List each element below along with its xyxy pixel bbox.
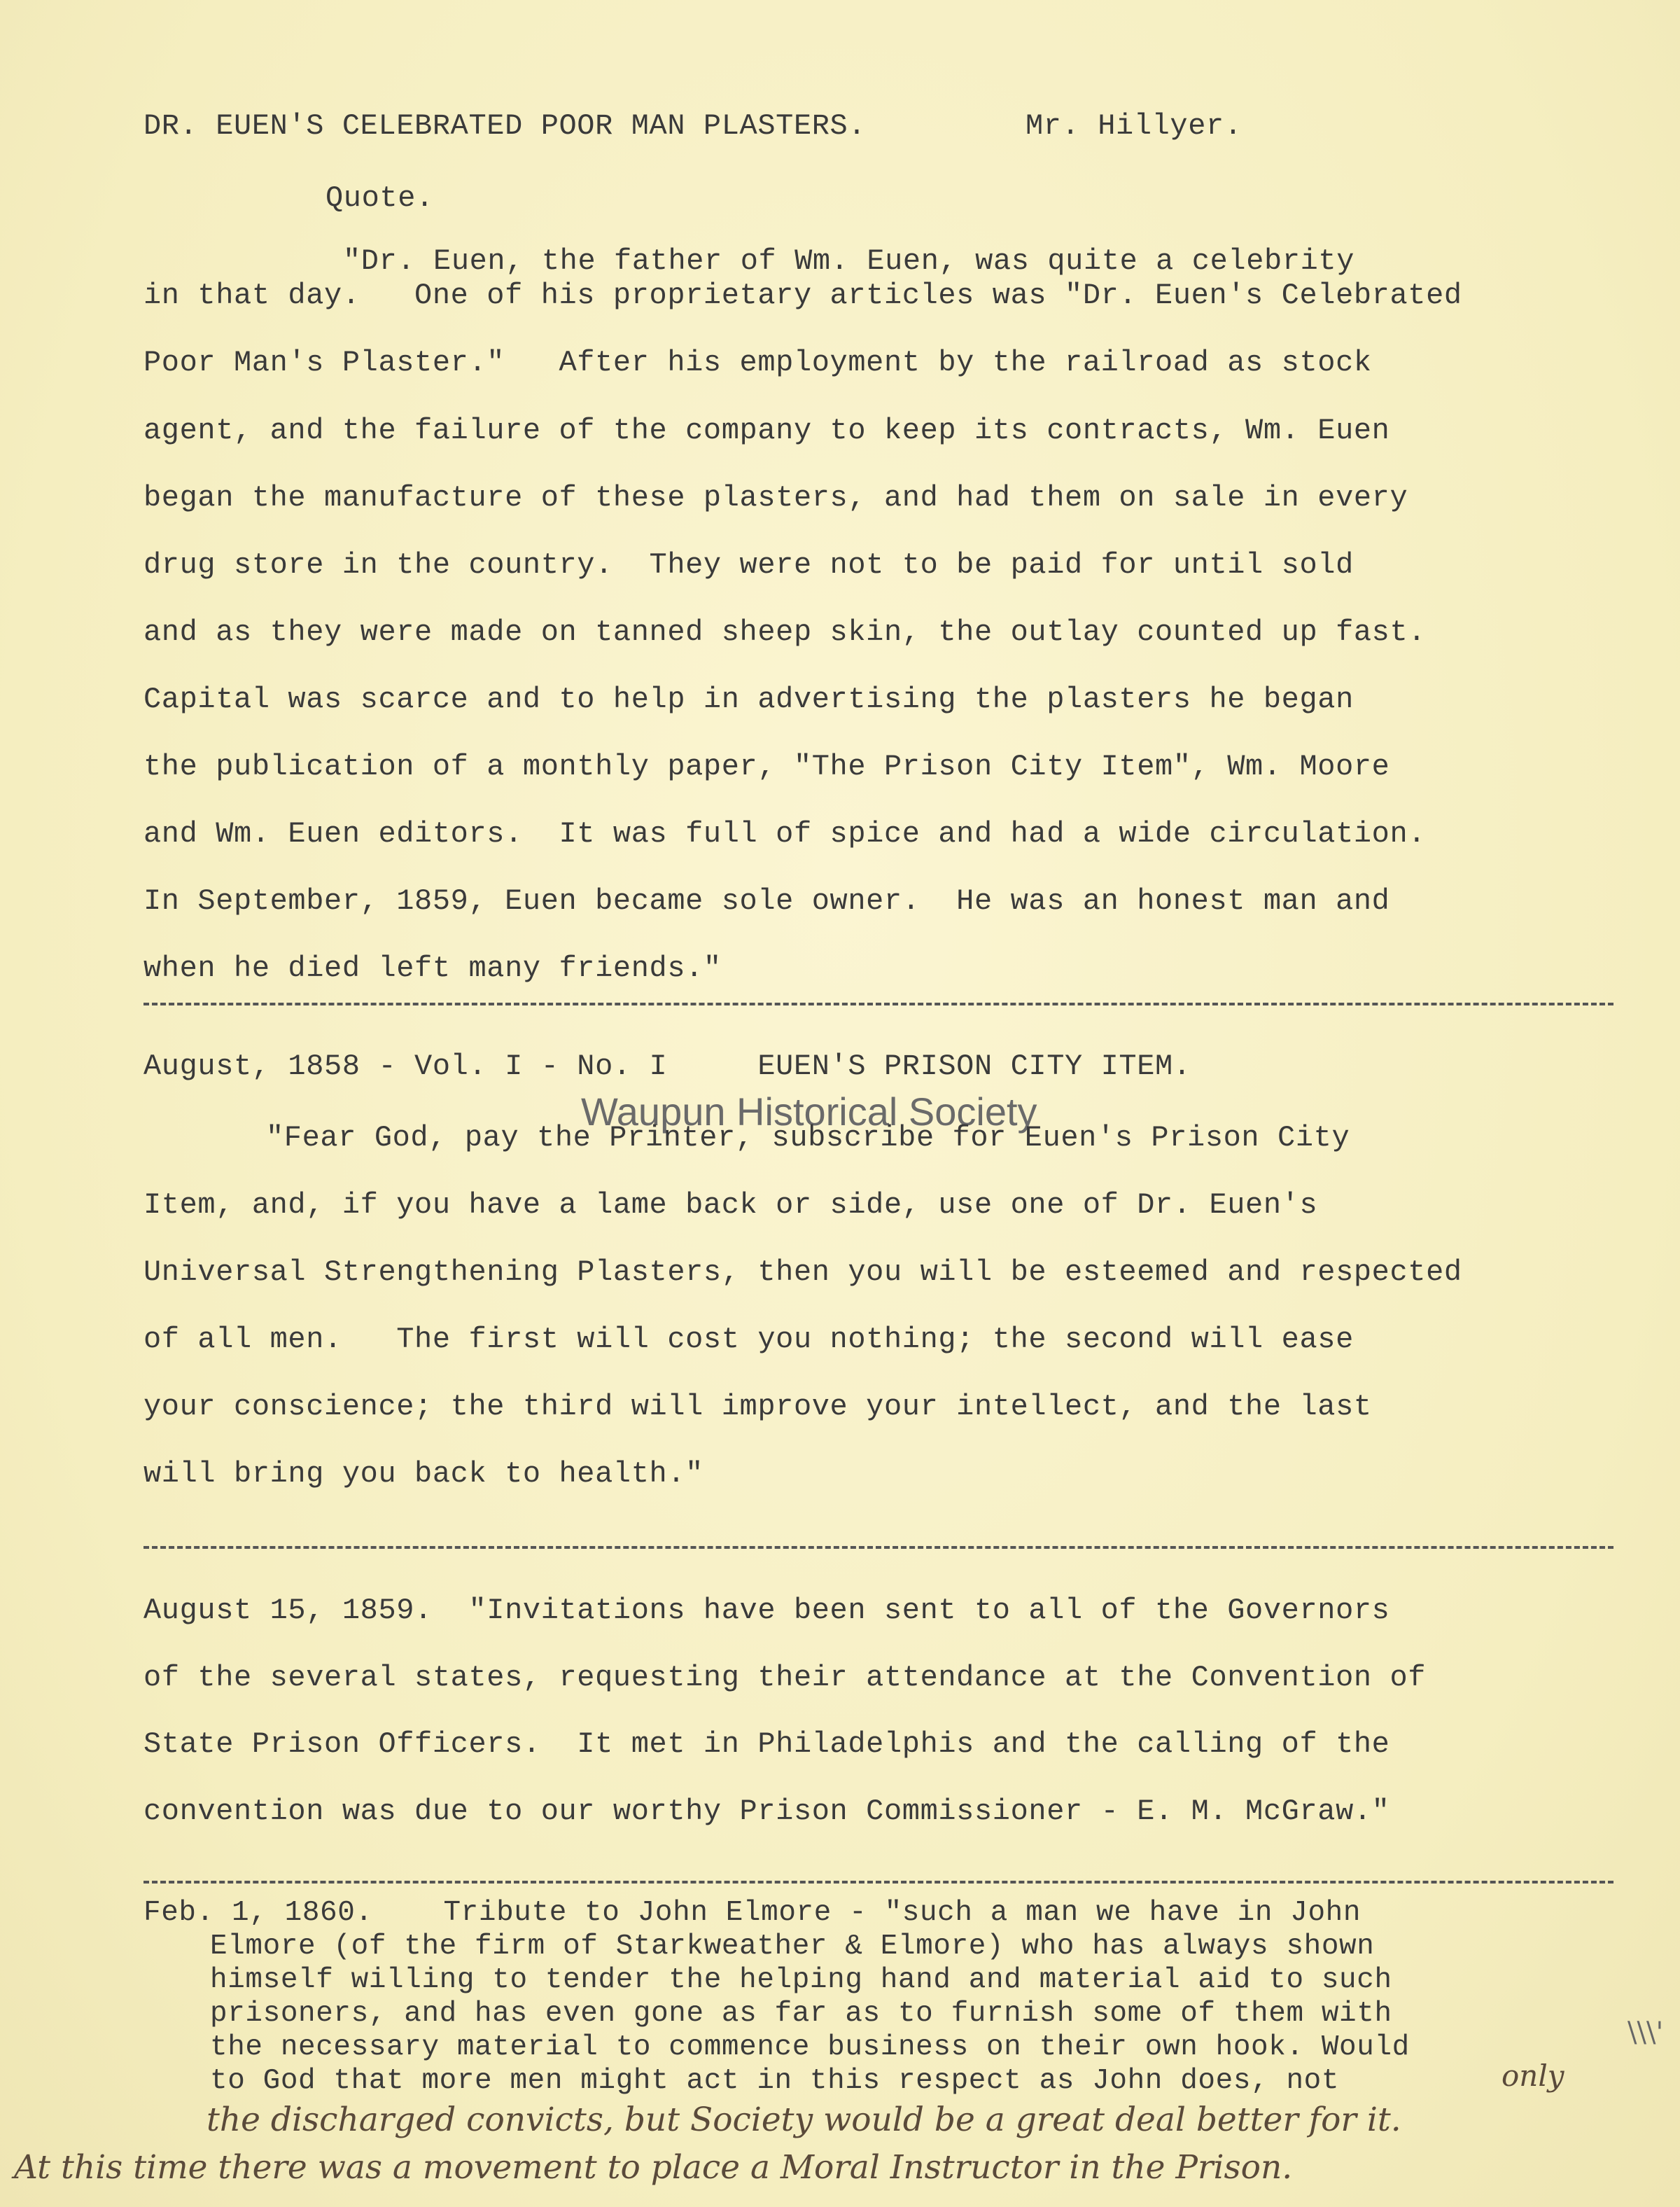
handwritten-note: At this time there was a movement to place a Moral Instructor in the Prison. [14, 2148, 1293, 2187]
author-name: Mr. Hillyer. [1026, 109, 1242, 143]
text-line: "Fear God, pay the Printer, subscribe for Euen's Prison City [266, 1121, 1350, 1155]
text-line: prisoners, and has even gone as far as to furnish some of them with [210, 1998, 1392, 2030]
pencil-mark-icon: \\\' [1628, 2017, 1664, 2049]
section-heading: August, 1858 - Vol. I - No. I EUEN'S PRISON CITY ITEM. [144, 1050, 1191, 1083]
text-line: agent, and the failure of the company to keep its contracts, Wm. Euen [144, 414, 1390, 447]
quote-label: Quote. [326, 181, 434, 215]
text-line: the publication of a monthly paper, "The Prison City Item", Wm. Moore [144, 750, 1390, 784]
handwritten-note: the discharged convicts, but Society would be a great deal better for it. [206, 2101, 1401, 2139]
section-divider [144, 1546, 1614, 1549]
text-line: began the manufacture of these plasters, and had them on sale in every [144, 481, 1408, 515]
text-line: will bring you back to health." [144, 1457, 704, 1491]
text-line: Feb. 1, 1860. Tribute to John Elmore - "such a man we have in John [144, 1897, 1362, 1929]
text-line: Poor Man's Plaster." After his employment by the railroad as stock [144, 346, 1372, 380]
section-divider [144, 1881, 1614, 1884]
text-line: Elmore (of the firm of Starkweather & Elmore) who has always shown [210, 1930, 1375, 1963]
text-line: of the several states, requesting their attendance at the Convention of [144, 1661, 1427, 1694]
text-line: Universal Strengthening Plasters, then you will be esteemed and respected [144, 1255, 1462, 1289]
handwritten-note: only [1502, 2059, 1564, 2093]
text-line: himself willing to tender the helping hand and material aid to such [210, 1964, 1392, 1996]
text-line: of all men. The first will cost you nothing; the second will ease [144, 1323, 1354, 1356]
text-line: the necessary material to commence business on their own hook. Would [210, 2031, 1410, 2063]
text-line: "Dr. Euen, the father of Wm. Euen, was quite a celebrity [343, 244, 1355, 278]
text-line: August 15, 1859. "Invitations have been sent to all of the Governors [144, 1594, 1390, 1627]
section-divider [144, 1003, 1614, 1005]
text-line: drug store in the country. They were not to be paid for until sold [144, 548, 1354, 582]
text-line: your conscience; the third will improve your intellect, and the last [144, 1390, 1372, 1423]
text-line: and Wm. Euen editors. It was full of spice and had a wide circulation. [144, 817, 1427, 851]
text-line: In September, 1859, Euen became sole owner. He was an honest man and [144, 884, 1390, 918]
text-line: when he died left many friends." [144, 952, 722, 985]
watermark: Waupun Historical Society [581, 1089, 1037, 1134]
text-line: to God that more men might act in this respect as John does, not [210, 2065, 1340, 2097]
document-title: DR. EUEN'S CELEBRATED POOR MAN PLASTERS. [144, 109, 867, 143]
text-line: Item, and, if you have a lame back or side, use one of Dr. Euen's [144, 1188, 1318, 1222]
text-line: and as they were made on tanned sheep skin, the outlay counted up fast. [144, 615, 1427, 649]
text-line: convention was due to our worthy Prison Commissioner - E. M. McGraw." [144, 1795, 1390, 1828]
text-line: State Prison Officers. It met in Philadelphis and the calling of the [144, 1727, 1390, 1761]
text-line: Capital was scarce and to help in advertising the plasters he began [144, 683, 1354, 716]
text-line: in that day. One of his proprietary articles was "Dr. Euen's Celebrated [144, 279, 1462, 312]
